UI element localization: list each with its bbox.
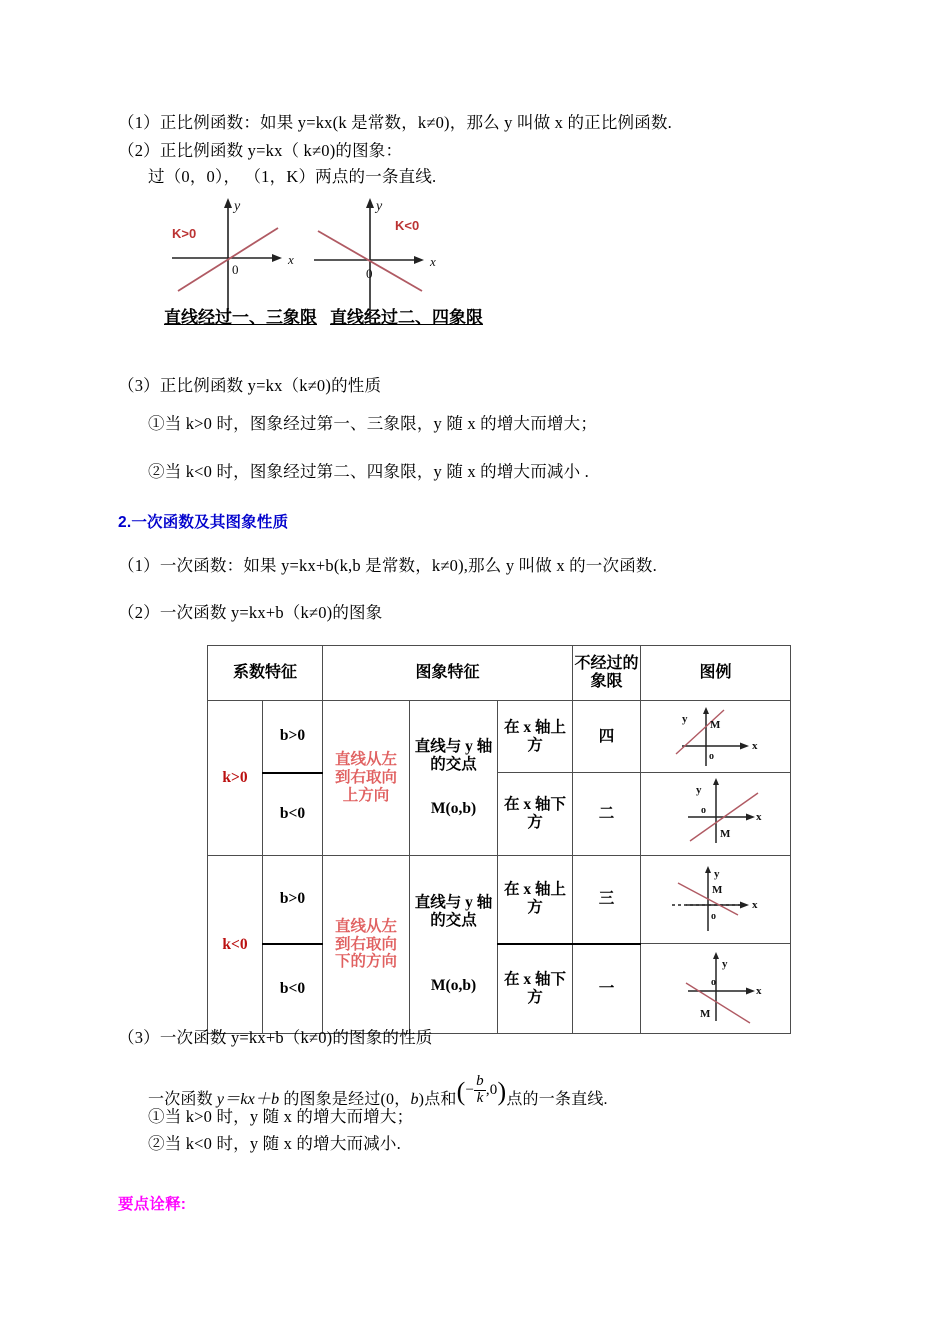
cell-minigraph-k-neg-b-neg xyxy=(641,944,791,1034)
paragraph-2-1: （1）一次函数：如果 y=kx+b(k,b 是常数，k≠0),那么 y 叫做 x 的一次函数. xyxy=(118,556,657,575)
formula-text-c: 的图象是经过(0， xyxy=(283,1091,411,1108)
figure1-caption xyxy=(164,303,483,328)
cell-quadrant-k-pos-b-neg: 二 xyxy=(573,773,641,856)
svg-text:y: y xyxy=(722,957,728,970)
position-line-1: 在 x 轴下 xyxy=(504,796,567,814)
position-line-2: 方 xyxy=(527,814,543,831)
cell-position-k-pos-b-pos xyxy=(498,701,573,773)
fraction-zero: ,0 xyxy=(485,1082,498,1098)
paragraph-1-3-sub2: ②当 k<0 时，图象经过第二、四象限，y 随 x 的增大而减小 . xyxy=(148,462,589,481)
direction-line-2: 到右取向 xyxy=(335,935,398,953)
cell-direction-k-pos xyxy=(323,701,410,856)
header-not-through-line1: 不经过的 xyxy=(574,654,639,672)
cell-b-negative-k-pos: b<0 xyxy=(263,773,323,856)
cell-b-positive-k-neg: b>0 xyxy=(263,856,323,944)
paragraph-2-3: （3）一次函数 y=kx+b（k≠0)的图象的性质 xyxy=(118,1028,433,1047)
position-line-1: 在 x 轴上 xyxy=(504,718,567,736)
paragraph-2-3-sub2: ②当 k<0 时，y 随 x 的增大而减小. xyxy=(148,1134,401,1153)
svg-text:x: x xyxy=(752,898,758,911)
intersect-point-m: M(o,b) xyxy=(430,799,477,817)
table-row xyxy=(208,856,791,944)
k-positive-label: K>0 xyxy=(172,226,197,241)
svg-text:y: y xyxy=(682,712,688,725)
section-2-heading: 2.一次函数及其图象性质 xyxy=(118,514,289,531)
svg-text:o: o xyxy=(701,805,707,816)
direction-line-1: 直线从左 xyxy=(335,917,398,935)
header-graph-feature: 图象特征 xyxy=(323,646,573,701)
cell-direction-k-neg xyxy=(323,856,410,1034)
formula-text-e: )点和 xyxy=(418,1091,457,1108)
right-x-axis-label: x xyxy=(430,254,436,269)
svg-text:o: o xyxy=(711,910,717,922)
cell-position-k-neg-b-neg xyxy=(498,944,573,1034)
svg-text:y: y xyxy=(696,784,702,796)
intersect-line-1: 直线与 y 轴 xyxy=(414,893,493,911)
direction-line-3: 下的方向 xyxy=(335,953,398,971)
formula-text-a: 一次函数 xyxy=(148,1091,213,1108)
cell-quadrant-k-pos-b-pos: 四 xyxy=(573,701,641,773)
table-row xyxy=(208,773,791,856)
direction-line-3: 上方向 xyxy=(342,786,390,804)
cell-quadrant-k-neg-b-neg: 一 xyxy=(573,944,641,1034)
header-coef: 系数特征 xyxy=(208,646,323,701)
paragraph-1-3-sub1: ①当 k>0 时，图象经过第一、三象限，y 随 x 的增大而增大； xyxy=(148,414,598,433)
figure1-caption-left: 直线经过一、三象限 xyxy=(164,308,317,327)
svg-text:M: M xyxy=(700,1007,711,1020)
paragraph-1-3: （3）正比例函数 y=kx（k≠0)的性质 xyxy=(118,376,382,395)
minigraph-kpos-bneg xyxy=(668,775,763,853)
svg-text:y: y xyxy=(714,867,720,880)
footer-heading: 要点诠释: xyxy=(118,1196,187,1213)
svg-text:x: x xyxy=(756,984,762,997)
table-row xyxy=(208,701,791,773)
position-line-1: 在 x 轴上 xyxy=(504,881,567,899)
cell-position-k-pos-b-neg xyxy=(498,773,573,856)
cell-intersect-k-pos xyxy=(410,701,498,856)
minigraph-kneg-bneg xyxy=(668,947,763,1031)
cell-minigraph-k-pos-b-pos xyxy=(641,701,791,773)
cell-quadrant-k-neg-b-pos: 三 xyxy=(573,856,641,944)
right-origin-label: 0 xyxy=(366,266,373,281)
svg-text:o: o xyxy=(709,750,715,762)
svg-text:M: M xyxy=(720,828,731,840)
paragraph-1-2-line1: （2）正比例函数 y=kx（ k≠0)的图象： xyxy=(118,141,403,160)
left-origin-label: 0 xyxy=(232,262,239,277)
formula-text-f: 点的一条直线. xyxy=(506,1091,608,1108)
svg-text:x: x xyxy=(756,811,762,823)
direction-line-1: 直线从左 xyxy=(335,751,398,769)
left-x-axis-label: x xyxy=(288,252,294,267)
cell-b-negative-k-neg: b<0 xyxy=(263,944,323,1034)
cell-minigraph-k-neg-b-pos xyxy=(641,856,791,944)
minigraph-kpos-bpos xyxy=(668,704,763,770)
table-header-row xyxy=(208,646,791,701)
paragraph-1-1: （1）正比例函数：如果 y=kx(k 是常数，k≠0)，那么 y 叫做 x 的正比例函数. xyxy=(118,113,672,132)
cell-intersect-k-neg xyxy=(410,856,498,1034)
position-line-1: 在 x 轴下 xyxy=(504,970,567,988)
header-example: 图例 xyxy=(641,646,791,701)
direction-line-2: 到右取向 xyxy=(335,769,398,787)
fraction-numerator: b xyxy=(476,1073,484,1090)
paragraph-2-2: （2）一次函数 y=kx+b（k≠0)的图象 xyxy=(118,603,383,622)
cell-b-positive-k-pos: b>0 xyxy=(263,701,323,773)
header-not-through-line2: 象限 xyxy=(590,673,623,690)
position-line-2: 方 xyxy=(527,899,543,917)
right-y-axis-label: y xyxy=(376,199,383,214)
intersect-line-1: 直线与 y 轴 xyxy=(414,738,493,756)
svg-text:o: o xyxy=(711,976,717,988)
table-row xyxy=(208,944,791,1034)
cell-k-positive: k>0 xyxy=(208,701,263,856)
fraction-denominator: k xyxy=(476,1090,484,1107)
cell-position-k-neg-b-pos xyxy=(498,856,573,944)
intersect-line-2: 的交点 xyxy=(430,911,477,929)
svg-text:M: M xyxy=(712,883,723,896)
intersect-point-m: M(o,b) xyxy=(430,977,477,995)
left-y-axis-label: y xyxy=(234,199,241,214)
linear-function-table xyxy=(207,645,791,1034)
fraction-expression: (− $\frac{b}{k}$ ,0) xyxy=(456,1073,507,1107)
intersect-line-2: 的交点 xyxy=(430,756,477,774)
cell-k-negative: k<0 xyxy=(208,856,263,1034)
fraction-minus: − xyxy=(465,1082,475,1098)
cell-minigraph-k-pos-b-neg xyxy=(641,773,791,856)
formula-text-d: b xyxy=(410,1091,419,1108)
svg-text:x: x xyxy=(752,739,758,752)
figure1-caption-right: 直线经过二、四象限 xyxy=(330,308,483,327)
paragraph-2-3-sub1: ①当 k>0 时，y 随 x 的增大而增大； xyxy=(148,1107,414,1126)
svg-text:M: M xyxy=(710,718,721,731)
k-negative-label: K<0 xyxy=(395,218,420,233)
paragraph-1-2-line2: 过（0，0）， （1，K）两点的一条直线. xyxy=(148,167,437,186)
position-line-2: 方 xyxy=(527,988,543,1006)
formula-text-b: y＝kx＋b xyxy=(216,1091,280,1108)
position-line-2: 方 xyxy=(527,736,543,754)
minigraph-kneg-bpos xyxy=(668,859,763,941)
header-not-through xyxy=(573,646,641,701)
